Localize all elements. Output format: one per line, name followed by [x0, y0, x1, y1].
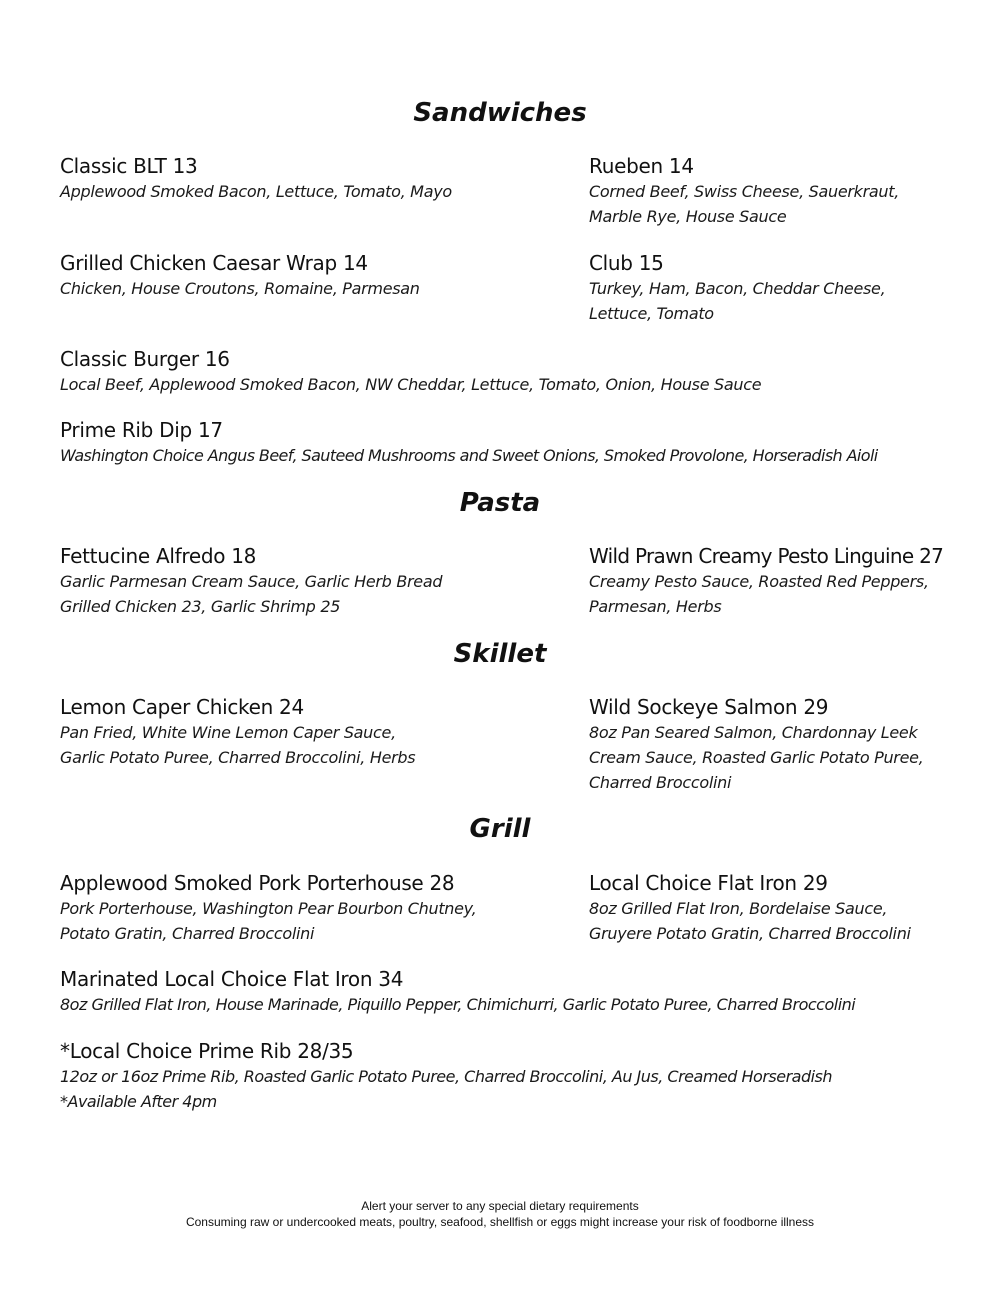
item-description	[589, 179, 899, 229]
description-line: Cream Sauce, Roasted Garlic Potato Puree,	[589, 748, 924, 767]
item-name: Applewood Smoked Pork Porterhouse 28	[60, 871, 455, 895]
section-title-skillet: Skillet	[453, 639, 547, 669]
item-name: Lemon Caper Chicken 24	[60, 695, 304, 719]
description-line: *Available After 4pm	[60, 1092, 217, 1111]
item-description	[589, 720, 923, 795]
menu-item-wild-sockeye-salmon	[589, 694, 923, 795]
item-name: Prime Rib Dip 17	[60, 418, 223, 442]
footer-dietary-notice: Alert your server to any special dietary requirements	[361, 1199, 639, 1213]
section-title-sandwiches: Sandwiches	[413, 98, 587, 128]
item-description	[60, 569, 442, 619]
description-line: Washington Choice Angus Beef, Sauteed Mushrooms and Sweet Onions, Smoked Provolone, Horseradish Aioli	[60, 446, 878, 465]
item-description	[60, 720, 415, 770]
item-description	[60, 372, 761, 397]
description-line: Pan Fried, White Wine Lemon Caper Sauce,	[60, 723, 396, 742]
item-name: Wild Prawn Creamy Pesto Linguine 27	[589, 544, 944, 568]
description-line: Potato Gratin, Charred Broccolini	[60, 924, 315, 943]
description-line: Local Beef, Applewood Smoked Bacon, NW Cheddar, Lettuce, Tomato, Onion, House Sauce	[60, 375, 762, 394]
item-name: Classic Burger 16	[60, 347, 230, 371]
menu-item-lemon-caper-chicken	[60, 694, 415, 770]
menu-item-wild-prawn-pesto-linguine	[589, 543, 943, 619]
menu-item-pork-porterhouse	[60, 870, 476, 946]
description-line: Grilled Chicken 23, Garlic Shrimp 25	[60, 597, 341, 616]
menu-item-marinated-flat-iron	[60, 966, 855, 1017]
menu-item-club	[589, 250, 885, 326]
item-name: Grilled Chicken Caesar Wrap 14	[60, 251, 368, 275]
description-line: Corned Beef, Swiss Cheese, Sauerkraut,	[589, 182, 900, 201]
footer-notice	[0, 1198, 1000, 1230]
item-description	[589, 896, 911, 946]
description-line: 12oz or 16oz Prime Rib, Roasted Garlic Potato Puree, Charred Broccolini, Au Jus, Creamed Horseradish	[60, 1067, 833, 1086]
description-line: Garlic Potato Puree, Charred Broccolini, Herbs	[60, 748, 416, 767]
item-description	[589, 569, 943, 619]
item-name: Rueben 14	[589, 154, 694, 178]
item-description	[60, 276, 420, 301]
description-line: Parmesan, Herbs	[589, 597, 722, 616]
menu-item-local-choice-prime-rib	[60, 1038, 832, 1114]
item-description	[60, 992, 855, 1017]
item-name: Club 15	[589, 251, 664, 275]
item-description	[589, 276, 885, 326]
menu-item-classic-blt	[60, 153, 452, 204]
menu-item-rueben	[589, 153, 899, 229]
item-description	[60, 896, 476, 946]
section-title-pasta: Pasta	[459, 488, 541, 518]
item-name: Classic BLT 13	[60, 154, 198, 178]
menu-item-grilled-chicken-caesar-wrap	[60, 250, 420, 301]
description-line: 8oz Pan Seared Salmon, Chardonnay Leek	[589, 723, 918, 742]
description-line: Turkey, Ham, Bacon, Cheddar Cheese,	[589, 279, 886, 298]
section-title-grill: Grill	[469, 814, 531, 844]
description-line: Charred Broccolini	[589, 773, 732, 792]
item-name: Local Choice Flat Iron 29	[589, 871, 828, 895]
description-line: Gruyere Potato Gratin, Charred Broccolini	[589, 924, 911, 943]
description-line: Creamy Pesto Sauce, Roasted Red Peppers,	[589, 572, 929, 591]
menu-item-fettucine-alfredo	[60, 543, 442, 619]
item-description	[60, 443, 878, 468]
item-name: *Local Choice Prime Rib 28/35	[60, 1039, 354, 1063]
description-line: Garlic Parmesan Cream Sauce, Garlic Herb Bread	[60, 572, 443, 591]
description-line: Lettuce, Tomato	[589, 304, 714, 323]
menu-item-classic-burger	[60, 346, 761, 397]
description-line: 8oz Grilled Flat Iron, Bordelaise Sauce,	[589, 899, 888, 918]
description-line: Applewood Smoked Bacon, Lettuce, Tomato, Mayo	[60, 182, 452, 201]
item-description	[60, 179, 452, 204]
footer-foodborne-warning: Consuming raw or undercooked meats, poultry, seafood, shellfish or eggs might increase your risk of foodborne illness	[185, 1215, 815, 1229]
item-name: Marinated Local Choice Flat Iron 34	[60, 967, 404, 991]
description-line: Chicken, House Croutons, Romaine, Parmesan	[60, 279, 420, 298]
menu-item-prime-rib-dip	[60, 417, 878, 468]
item-name: Wild Sockeye Salmon 29	[589, 695, 829, 719]
item-name: Fettucine Alfredo 18	[60, 544, 257, 568]
menu-item-local-choice-flat-iron	[589, 870, 911, 946]
item-description	[60, 1064, 832, 1114]
description-line: Pork Porterhouse, Washington Pear Bourbon Chutney,	[60, 899, 477, 918]
description-line: Marble Rye, House Sauce	[589, 207, 787, 226]
description-line: 8oz Grilled Flat Iron, House Marinade, Piquillo Pepper, Chimichurri, Garlic Potato Puree, Charred Broccolini	[60, 995, 856, 1014]
